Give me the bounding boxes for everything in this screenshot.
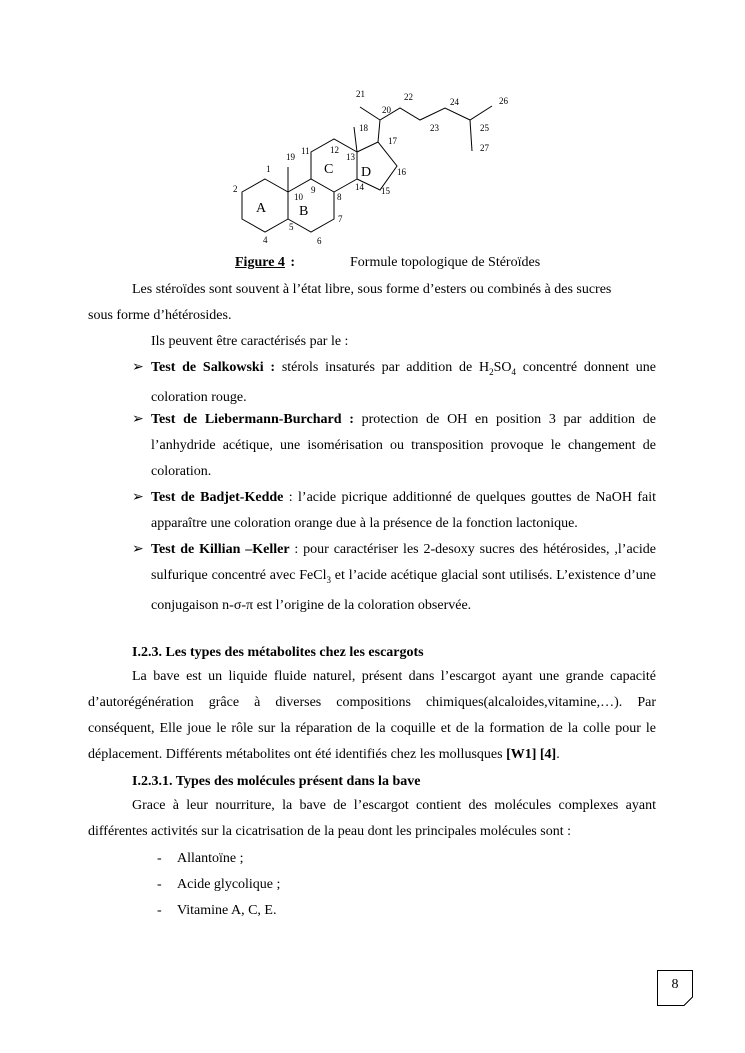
atom-label-11: 11	[301, 146, 310, 156]
atom-label-19: 19	[286, 152, 295, 162]
references: [W1] [4]	[506, 747, 557, 762]
atom-label-15: 15	[381, 186, 390, 196]
list-item: Acide glycolique ;	[177, 877, 281, 892]
atom-label-5: 5	[289, 222, 294, 232]
atom-label-10: 10	[294, 192, 303, 202]
arrow-bullet-icon: ➢	[132, 490, 144, 505]
atom-label-6: 6	[317, 236, 322, 246]
list-item: Allantoïne ;	[177, 851, 244, 866]
test-name: Test de Killian –Keller	[151, 542, 290, 557]
figure-label-separator: :	[290, 255, 296, 270]
atom-label-1: 1	[266, 164, 271, 174]
test-item-salkowski: ➢ Test de Salkowski : stérols insaturés par addition de $H_2SO_4$ concentré donnent une coloration rouge.	[132, 355, 656, 411]
section-heading: I.2.3. Les types des métabolites chez les escargots	[132, 645, 424, 660]
atom-label-24: 24	[450, 97, 459, 107]
list-dash: -	[157, 903, 162, 918]
atom-label-14: 14	[355, 182, 364, 192]
atom-label-21: 21	[356, 89, 365, 99]
atom-label-13: 13	[346, 152, 355, 162]
atom-label-4: 4	[263, 235, 268, 245]
test-item-liebermann-burchard: ➢ Test de Liebermann-Burchard : protection de OH en position 3 par addition de l’anhydride acétique, une isomérisation ou transposition provoque le changement de coloration.	[132, 407, 656, 485]
list-item: Vitamine A, C, E.	[177, 903, 277, 918]
atom-label-9: 9	[311, 185, 316, 195]
section-body: La bave est un liquide fluide naturel, présent dans l’escargot ayant une grande capacité d’autorégénération grâce à diverses compositions chimiques(alcaloides,vitamine,…). Par conséquent, Elle joue le rôle sur la réparation de la coquille et de la formation de la colle pour le déplacement. Différents métabolites ont été identifiés chez les mollusques [W1] [4].	[88, 669, 656, 762]
test-name: Test de Liebermann-Burchard :	[151, 412, 354, 427]
atom-label-20: 20	[382, 105, 391, 115]
subsection-body: Grace à leur nourriture, la bave de l’escargot contient des molécules complexes ayant différentes activités sur la cicatrisation de la peau dont les principales molécules sont :	[88, 798, 656, 839]
intro-line-2: sous forme d’hétérosides.	[88, 308, 232, 323]
methyl-18-bond	[354, 127, 357, 152]
figure-caption-text: Formule topologique de Stéroïdes	[350, 255, 541, 270]
methyl-27-bond	[470, 120, 472, 151]
intro-characterized: Ils peuvent être caractérisés par le :	[151, 334, 349, 349]
atom-label-18: 18	[359, 123, 368, 133]
atom-label-22: 22	[404, 92, 413, 102]
atom-label-2: 2	[233, 184, 238, 194]
atom-label-8: 8	[337, 192, 342, 202]
ring-label-d: D	[361, 165, 372, 180]
test-name: Test de Salkowski :	[151, 360, 276, 375]
test-item-badjet-kedde: ➢ Test de Badjet-Kedde : l’acide picrique additionné de quelques gouttes de NaOH fait apparaître une coloration orange due à la présence de la fonction lactonique.	[132, 485, 656, 537]
intro-line-1: Les stéroïdes sont souvent à l’état libre, sous forme d’esters ou combinés à des sucres	[132, 282, 612, 297]
figure-caption	[235, 255, 541, 271]
atom-label-27: 27	[480, 143, 489, 153]
test-name: Test de Badjet-Kedde	[151, 490, 284, 505]
subsection-heading: I.2.3.1. Types des molécules présent dans la bave	[132, 774, 421, 789]
arrow-bullet-icon: ➢	[132, 360, 144, 375]
atom-label-26: 26	[499, 96, 508, 106]
atom-label-16: 16	[397, 167, 406, 177]
page-number: 8	[657, 970, 693, 1006]
methyl-21-bond	[360, 107, 380, 120]
atom-label-17: 17	[388, 136, 397, 146]
arrow-bullet-icon: ➢	[132, 542, 144, 557]
atom-label-23: 23	[430, 123, 439, 133]
atom-label-25: 25	[480, 123, 489, 133]
list-dash: -	[157, 851, 162, 866]
ring-label-a: A	[256, 201, 267, 216]
figure-label: Figure 4	[235, 255, 285, 270]
steroid-structure-figure	[200, 80, 530, 255]
list-dash: -	[157, 877, 162, 892]
test-item-killian-keller: ➢ Test de Killian –Keller : pour caractériser les 2-desoxy sucres des hétérosides, ,l’acide sulfurique concentré avec FeCl$_3$ et l’acide acétique glacial sont utilisés. L’existence d’une conjugaison n-σ-π est l’origine de la coloration observée.	[132, 537, 656, 619]
atom-label-7: 7	[338, 214, 343, 224]
ring-label-b: B	[299, 204, 309, 219]
ring-label-c: C	[324, 162, 334, 177]
arrow-bullet-icon: ➢	[132, 412, 144, 427]
atom-label-12: 12	[330, 145, 339, 155]
